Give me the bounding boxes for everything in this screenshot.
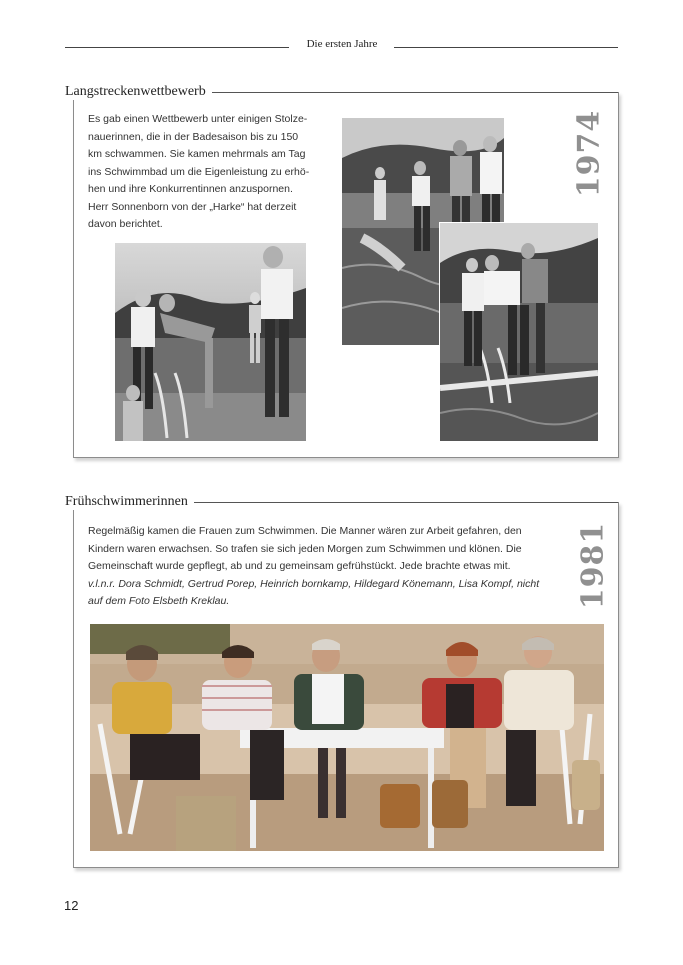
section-2-year: 1981: [575, 521, 611, 610]
section-2-text-line: Regelmäßig kamen die Frauen zum Schwimmen. Die Manner wären zur Arbeit gefahren, den: [88, 525, 522, 537]
running-header-title: Die ersten Jahre: [306, 38, 378, 50]
section-1-text-line: Herr Sonnenborn von der „Harke“ hat derzeit: [88, 200, 297, 213]
section-1-year: 1974: [571, 109, 607, 198]
section-1-title-rule: [200, 92, 618, 93]
section-1-title: Langstreckenwettbewerb: [65, 84, 212, 100]
photo-caption-line: auf dem Foto Elsbeth Kreklau.: [88, 595, 230, 607]
section-1-text-line: nauerinnen, die in der Badesaison bis zu 150: [88, 130, 299, 143]
section-1-text-line: Es gab einen Wettbewerb unter einigen Stolze-: [88, 113, 308, 125]
section-1-text-line: km schwammen. Sie kamen mehrmals am Tag: [88, 148, 306, 160]
photo-pool-steps-men: [114, 242, 307, 442]
header-rule-right: [394, 47, 618, 48]
section-1-text-line: ins Schwimmbad um die Eigenleistung zu erhö-: [88, 165, 310, 178]
section-2-text-line: Kindern waren erwachsen. So trafen sie sich jeden Morgen zum Schwimmen und klönen. Die: [88, 542, 522, 555]
section-2-text: [88, 523, 588, 611]
section-1-text-line: hen und ihre Konkurrentinnen anzuspornen.: [88, 183, 293, 195]
photo-pool-men-right: [439, 222, 599, 442]
section-1-text: [88, 111, 338, 234]
photo-women-group: [89, 623, 605, 852]
page-number: 12: [64, 898, 79, 913]
section-2-text-line: Gemeinschaft wurde gepflegt, ab und zu gemeinsam gefrühstückt. Jede brachte etwas mit.: [88, 560, 511, 572]
section-1-text-line: davon berichtet.: [88, 218, 163, 230]
section-2-title: Frühschwimmerinnen: [65, 494, 194, 510]
section-2-title-rule: [180, 502, 618, 503]
photo-caption-line: v.l.n.r. Dora Schmidt, Gertrud Porep, Heinrich bornkamp, Hildegard Könemann, Lisa Kompf, nicht: [88, 577, 540, 590]
header-rule-left: [65, 47, 289, 48]
